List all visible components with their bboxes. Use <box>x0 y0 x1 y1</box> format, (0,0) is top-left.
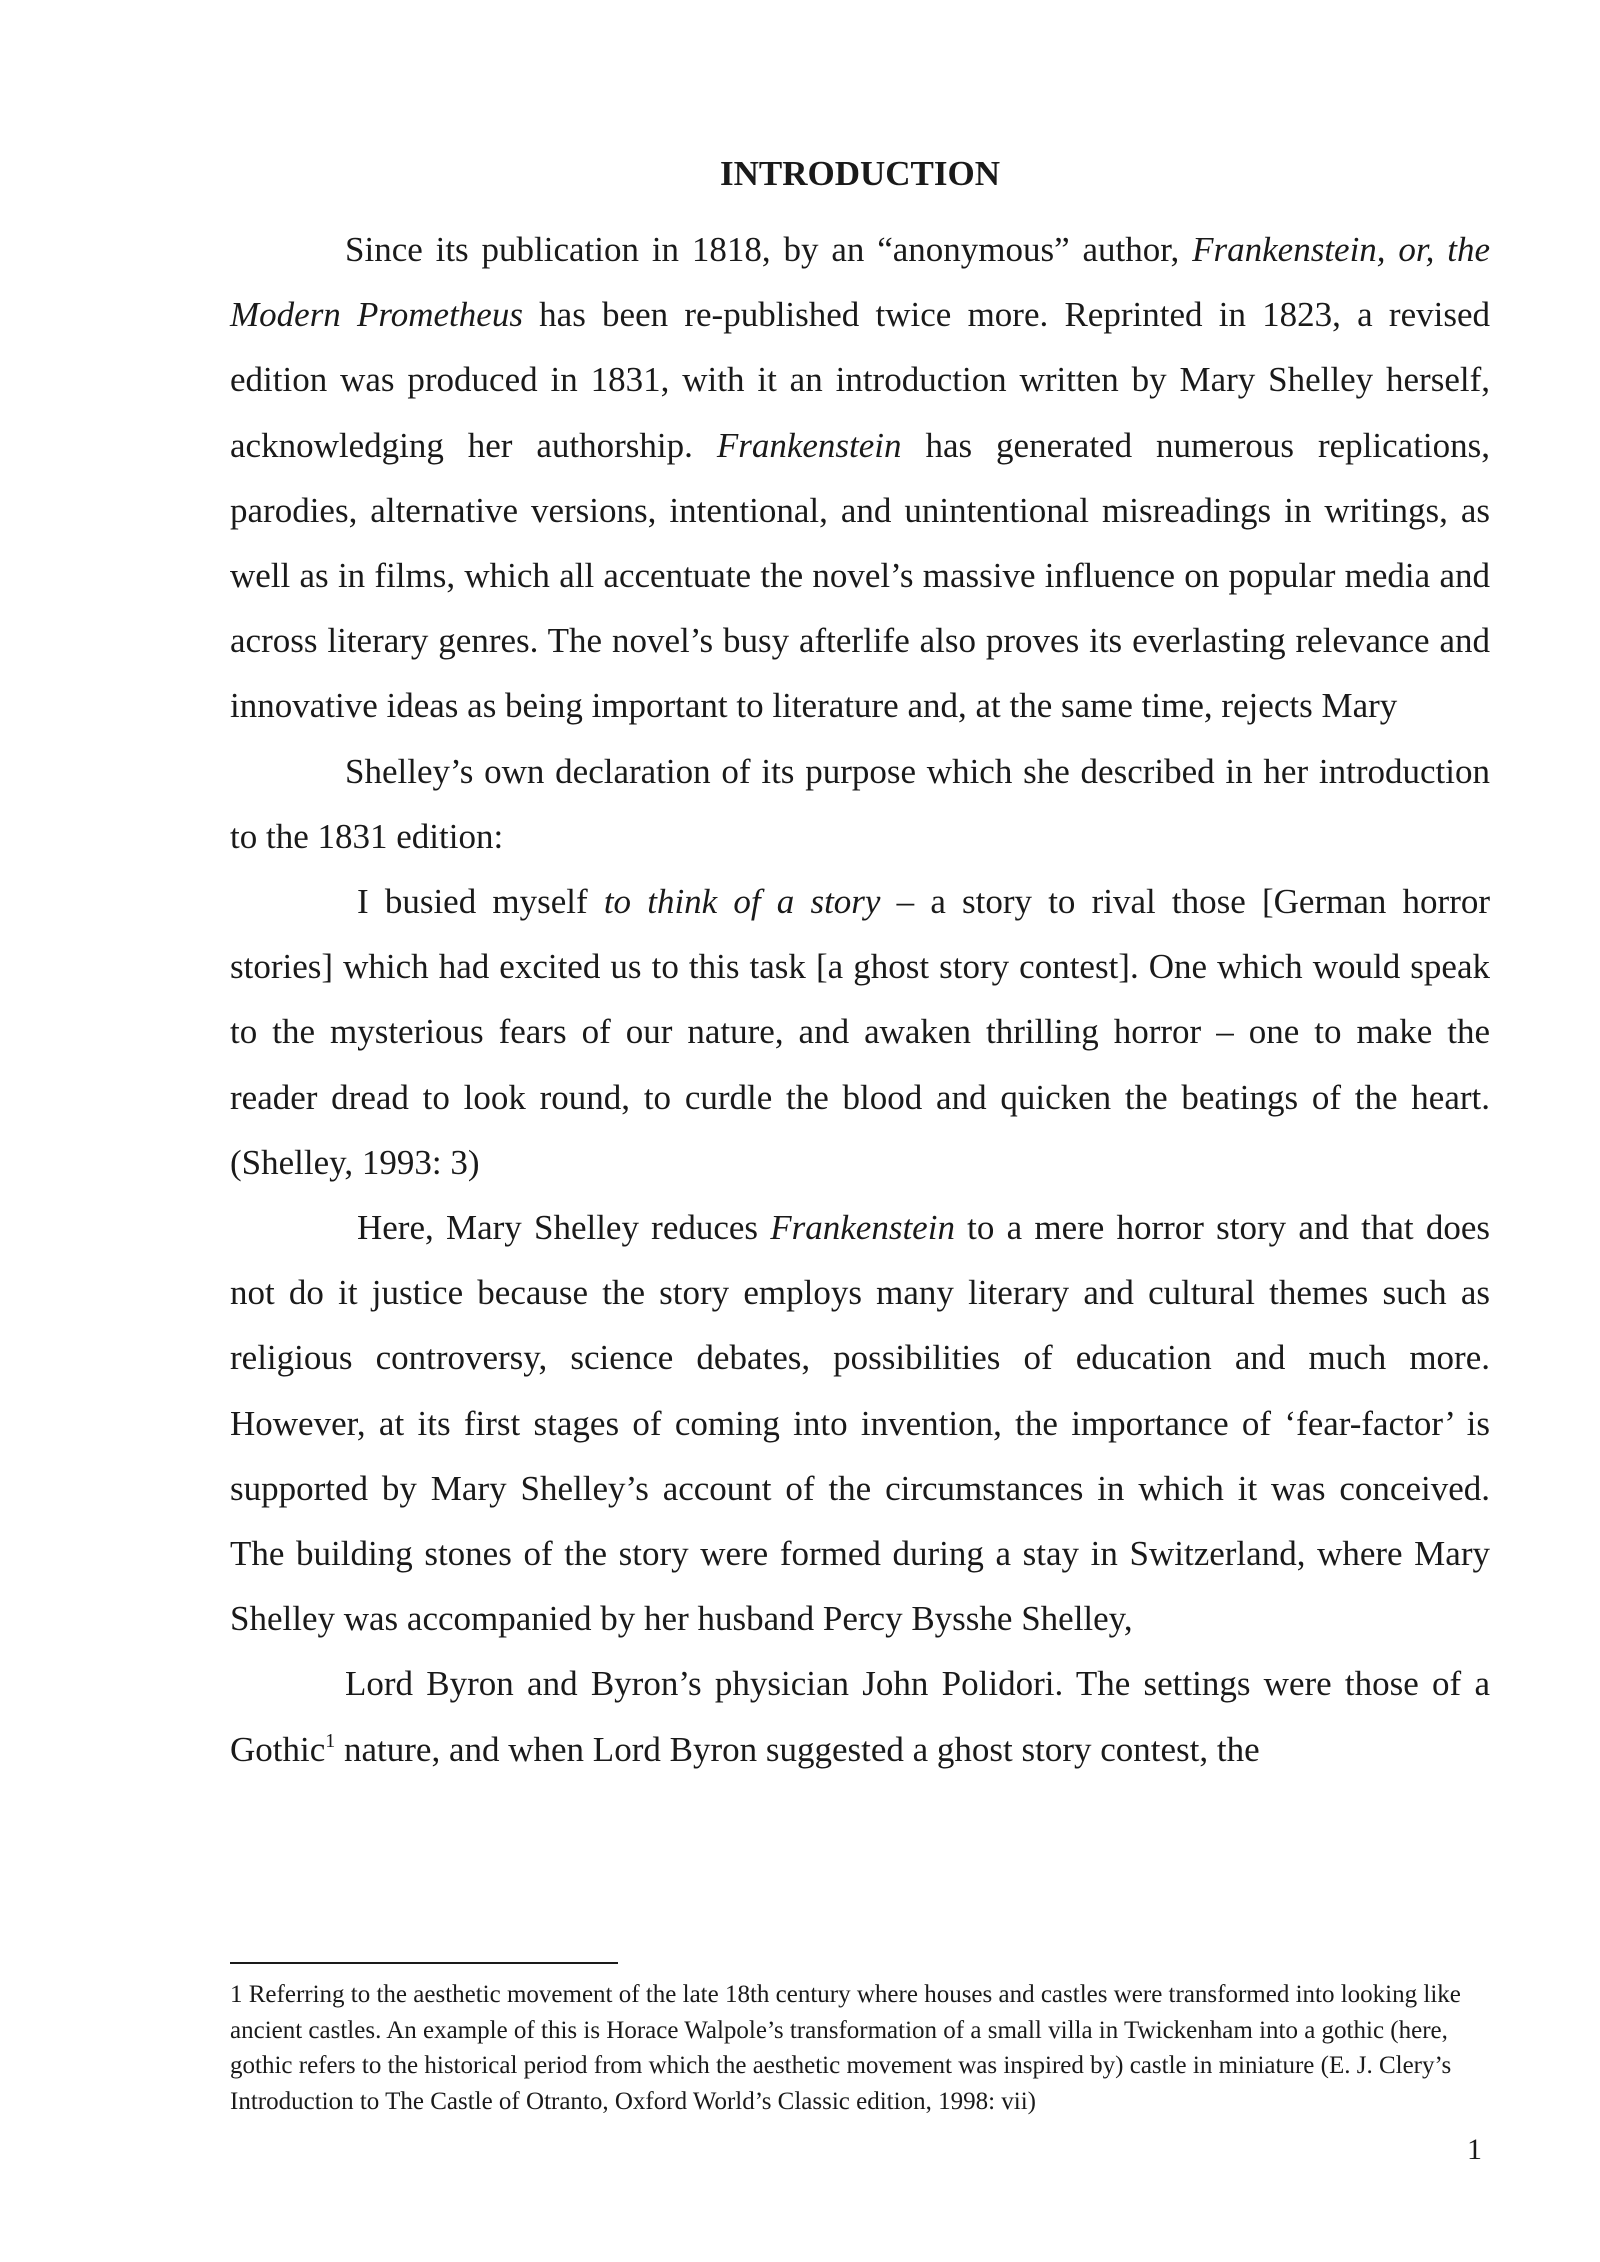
text-run: Lord Byron and Byron’s physician John Polidori. The settings were those of a Gothic <box>230 1664 1490 1769</box>
book-title: Frankenstein <box>716 425 902 465</box>
text-run: Since its publication in 1818, by an “anonymous” author, <box>345 230 1193 269</box>
text-run: has been re-published twice more. Reprinted in 1823, a revised edition was produced in 1831, with it an introduction written by Mary Shelley herself, acknowledging her authorship. <box>230 295 1490 465</box>
footnote <box>230 1977 1490 2119</box>
page-title: INTRODUCTION <box>719 154 1001 193</box>
text-run: – a story to rival those [German horror stories] which had excited us to this task [a ghost story contest]. One which would speak to the mysterious fears of our nature, and awaken thrilling horror – one to make the reader dread to look round, to curdle the blood and quicken the beatings of the heart. (Shelley, 1993: 3) <box>230 882 1490 1182</box>
paragraph-2: Shelley’s own declaration of its purpose which she described in her introduction to the 1831 edition: <box>230 751 1490 856</box>
block-quote <box>230 869 1490 1195</box>
paragraph-3 <box>230 1195 1490 1651</box>
paragraph-4 <box>230 1651 1490 1781</box>
body-text <box>230 217 1490 1782</box>
text-run: Here, Mary Shelley reduces <box>357 1208 771 1248</box>
footnote-text: 1 Referring to the aesthetic movement of the late 18th century where houses and castles were transformed into looking like ancient castles. An example of this is Horace Walpole’s transformation of a small villa in Twickenham into a gothic (here, gothic refers to the historical period from which the aesthetic movement was inspired by) castle in miniature (E. J. Clery’s Introduction to The Castle of Otranto, Oxford World’s Classic edition, 1998: vii) <box>230 1981 1461 2115</box>
paragraph-1 <box>230 217 1490 739</box>
footnote-reference[interactable]: 1 <box>325 1729 336 1752</box>
page-number: 1 <box>1467 2133 1482 2166</box>
text-run: has generated numerous replications, parodies, alternative versions, intentional, and unintentional misreadings in writings, as well as in films, which all accentuate the novel’s massive influence on popular media and across literary genres. The novel’s busy afterlife also proves its everlasting relevance and innovative ideas as being important to literature and, at the same time, rejects Mary <box>230 425 1491 726</box>
text-run: I busied myself <box>357 882 604 922</box>
text-run: nature, and when Lord Byron suggested a ghost story contest, the <box>335 1729 1260 1769</box>
book-title: Frankenstein <box>770 1208 955 1248</box>
book-title: Frankenstein, or, the Modern Prometheus <box>230 230 1490 335</box>
emphasis: to think of a story <box>603 882 881 922</box>
footnote-separator <box>230 1962 618 1964</box>
text-run: to a mere horror story and that does not do it justice because the story employs many literary and cultural themes such as religious controversy, science debates, possibilities of education and much more. However, at its first stages of coming into invention, the importance of ‘fear-factor’ is supported by Mary Shelley’s account of the circumstances in which it was conceived. The building stones of the story were formed during a stay in Switzerland, where Mary Shelley was accompanied by her husband Percy Bysshe Shelley, <box>230 1208 1490 1639</box>
